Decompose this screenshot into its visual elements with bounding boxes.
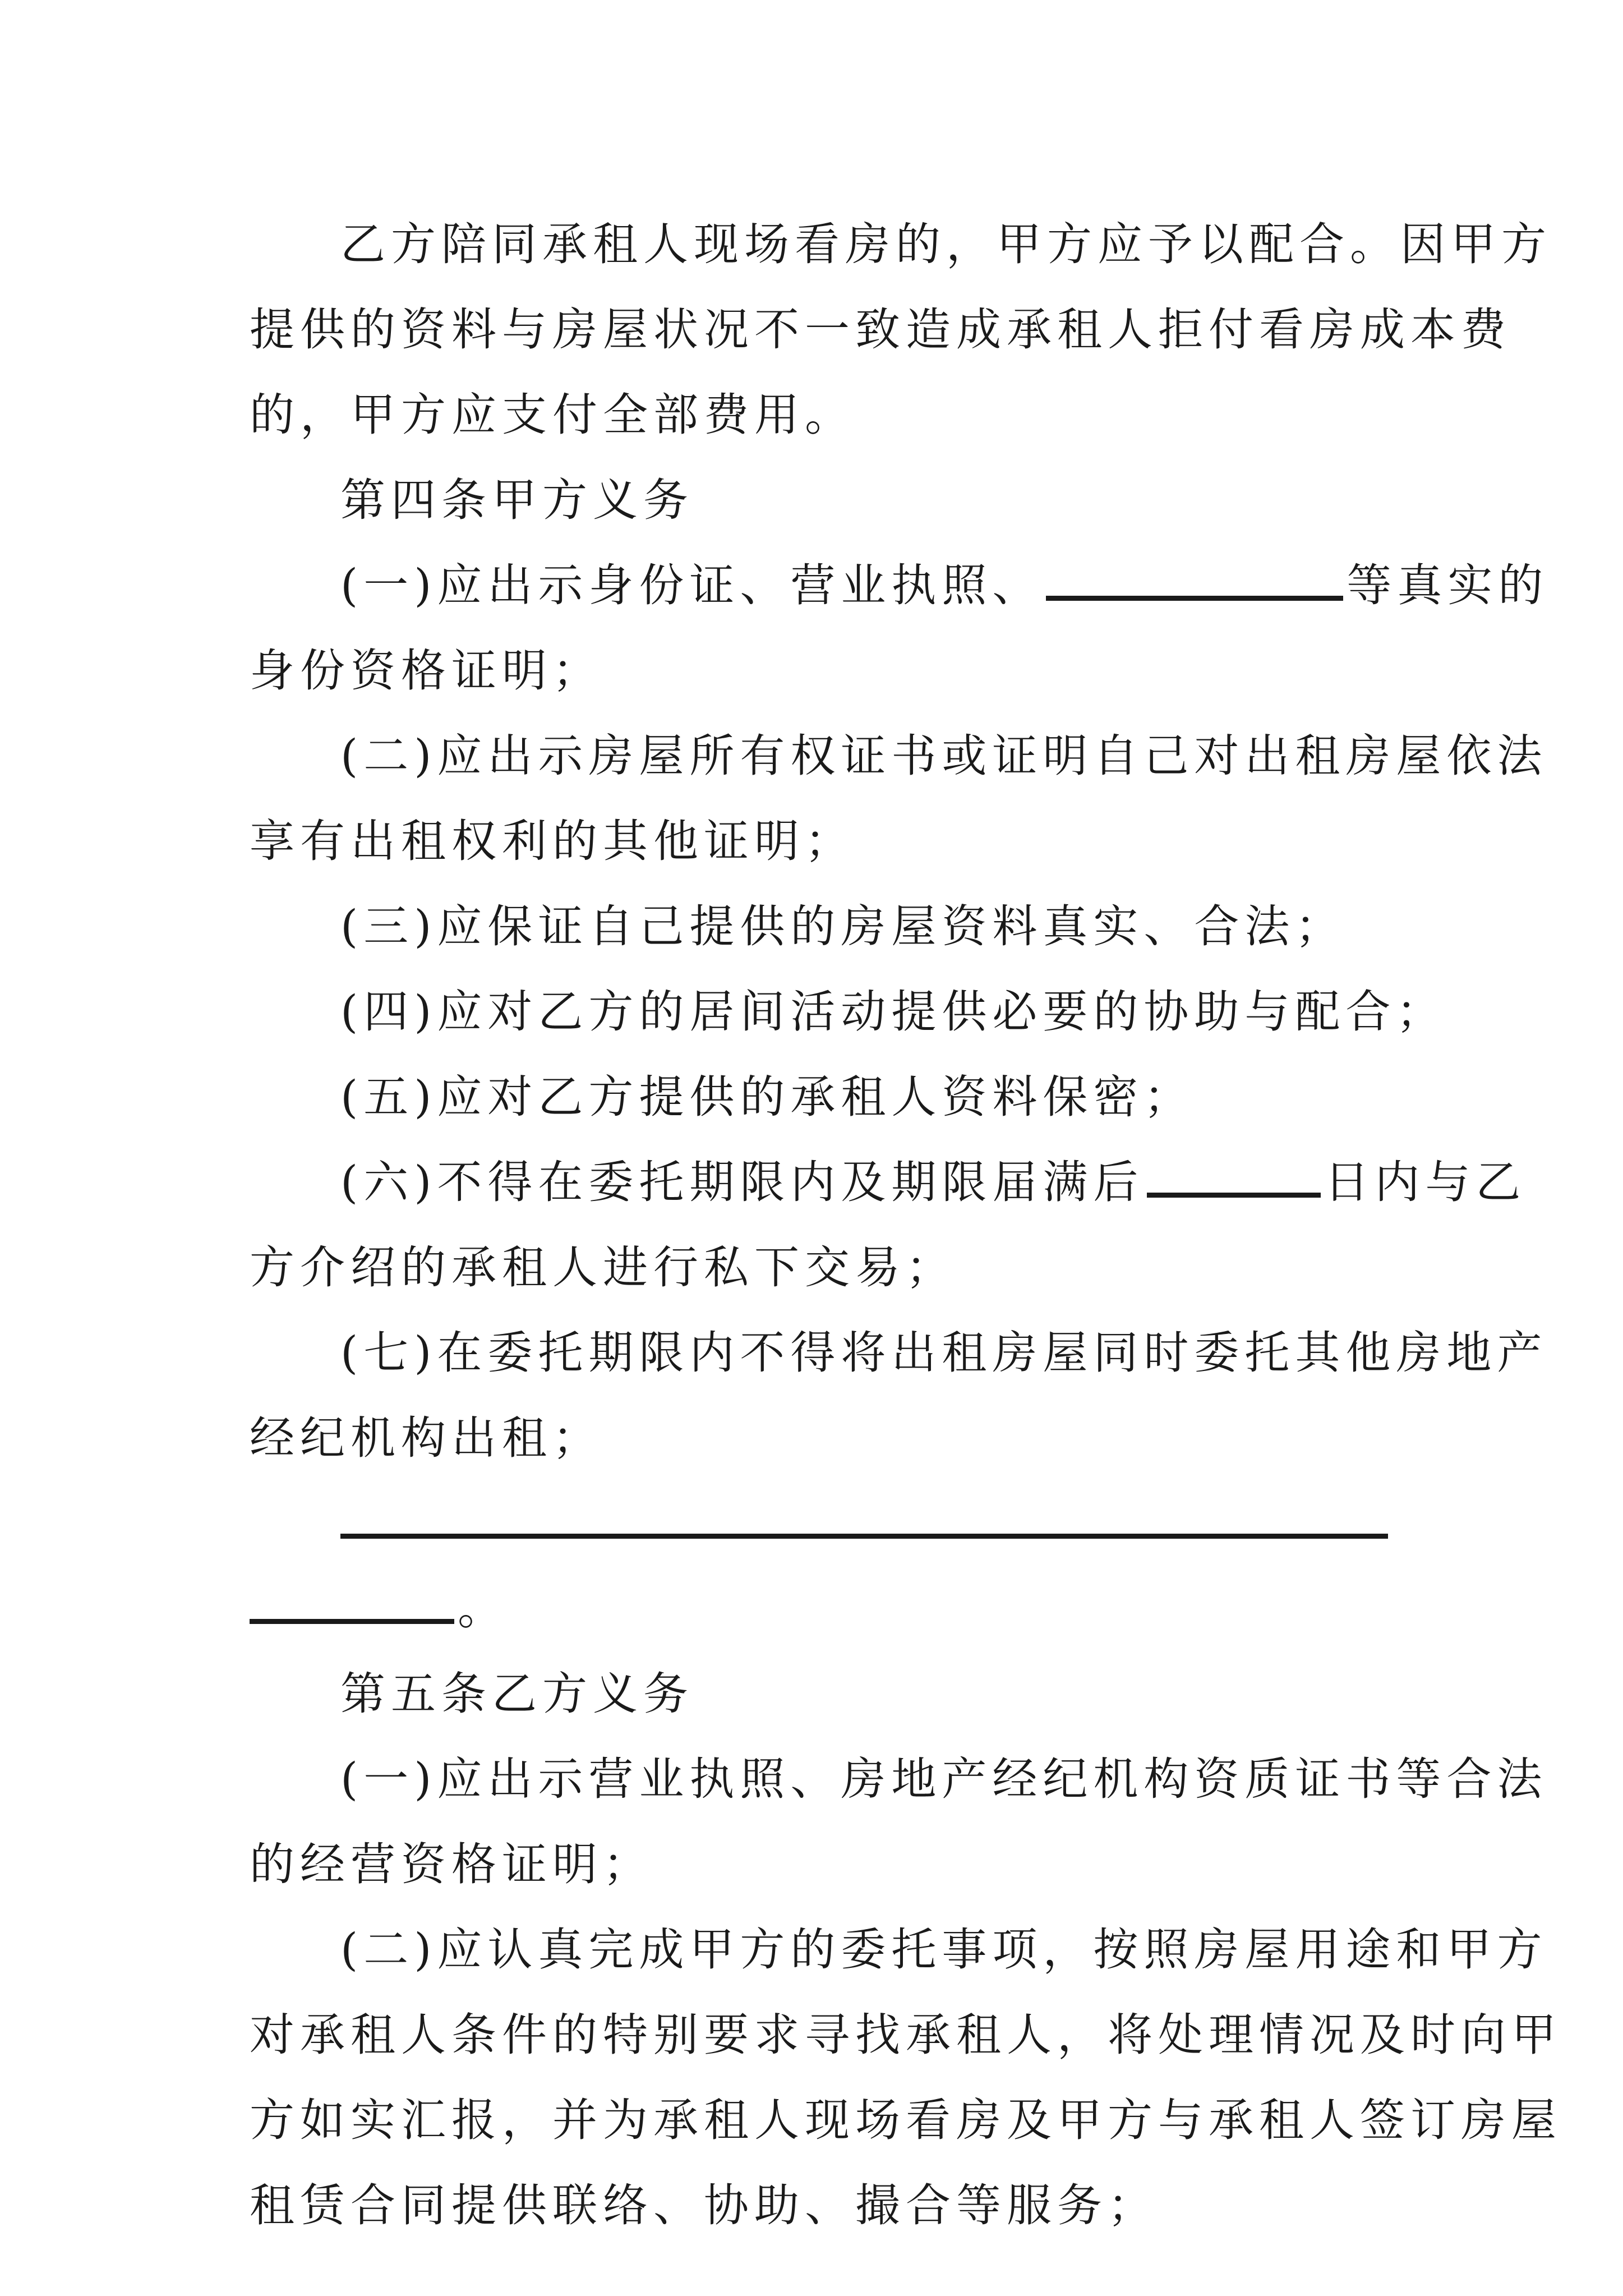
fill-in-blank[interactable] xyxy=(1046,564,1343,601)
text-line: (七)在委托期限内不得将出租房屋同时委托其他房地产 xyxy=(340,1327,1548,1379)
fill-in-blank[interactable] xyxy=(1147,1161,1321,1198)
text-line: (五)应对乙方提供的承租人资料保密； xyxy=(340,1071,1195,1123)
text-line: (四)应对乙方的居间活动提供必要的协助与配合； xyxy=(340,986,1447,1038)
text-line: 对承租人条件的特别要求寻找承租人，将处理情况及时向甲 xyxy=(250,2009,1562,2061)
text-line: 经纪机构出租； xyxy=(250,1412,603,1464)
text-segment: (一)应出示身份证、营业执照、 xyxy=(340,559,1043,611)
article-4-title: 第四条甲方义务 xyxy=(340,474,694,526)
text-line xyxy=(250,1481,1388,1566)
fill-in-blank[interactable] xyxy=(340,1502,1388,1539)
text-line: (二)应出示房屋所有权证书或证明自己对出租房屋依法 xyxy=(340,730,1548,782)
text-line xyxy=(250,1140,1527,1225)
text-line: (一)应出示营业执照、房地产经纪机构资质证书等合法 xyxy=(340,1753,1548,1805)
text-line xyxy=(250,543,1549,628)
text-segment: (六)不得在委托期限内及期限届满后 xyxy=(340,1156,1144,1208)
text-line: (三)应保证自己提供的房屋资料真实、合法； xyxy=(340,900,1346,953)
text-line: 方介绍的承租人进行私下交易； xyxy=(250,1241,956,1294)
article-5-title: 第五条乙方义务 xyxy=(340,1668,694,1720)
text-segment: 等真实的 xyxy=(1347,559,1549,611)
fill-in-blank[interactable] xyxy=(250,1588,454,1624)
text-line: 方如实汇报，并为承租人现场看房及甲方与承租人签订房屋 xyxy=(250,2094,1562,2146)
text-line: 乙方陪同承租人现场看房的，甲方应予以配合。因甲方 xyxy=(340,218,1552,270)
text-line: 的经营资格证明； xyxy=(250,1838,653,1890)
text-line: 租赁合同提供联络、协助、撮合等服务； xyxy=(250,2179,1158,2231)
text-line: (二)应认真完成甲方的委托事项，按照房屋用途和甲方 xyxy=(340,1924,1548,1976)
text-segment: 日内与乙 xyxy=(1324,1156,1527,1208)
text-segment: 。 xyxy=(458,1582,508,1635)
document-page xyxy=(250,202,1562,2248)
text-line: 身份资格证明； xyxy=(250,645,603,697)
text-line xyxy=(250,1566,1388,1651)
text-line: 享有出租权利的其他证明； xyxy=(250,815,855,867)
text-line: 提供的资料与房屋状况不一致造成承租人拒付看房成本费 xyxy=(250,303,1511,356)
text-line: 的，甲方应支付全部费用。 xyxy=(250,389,855,441)
